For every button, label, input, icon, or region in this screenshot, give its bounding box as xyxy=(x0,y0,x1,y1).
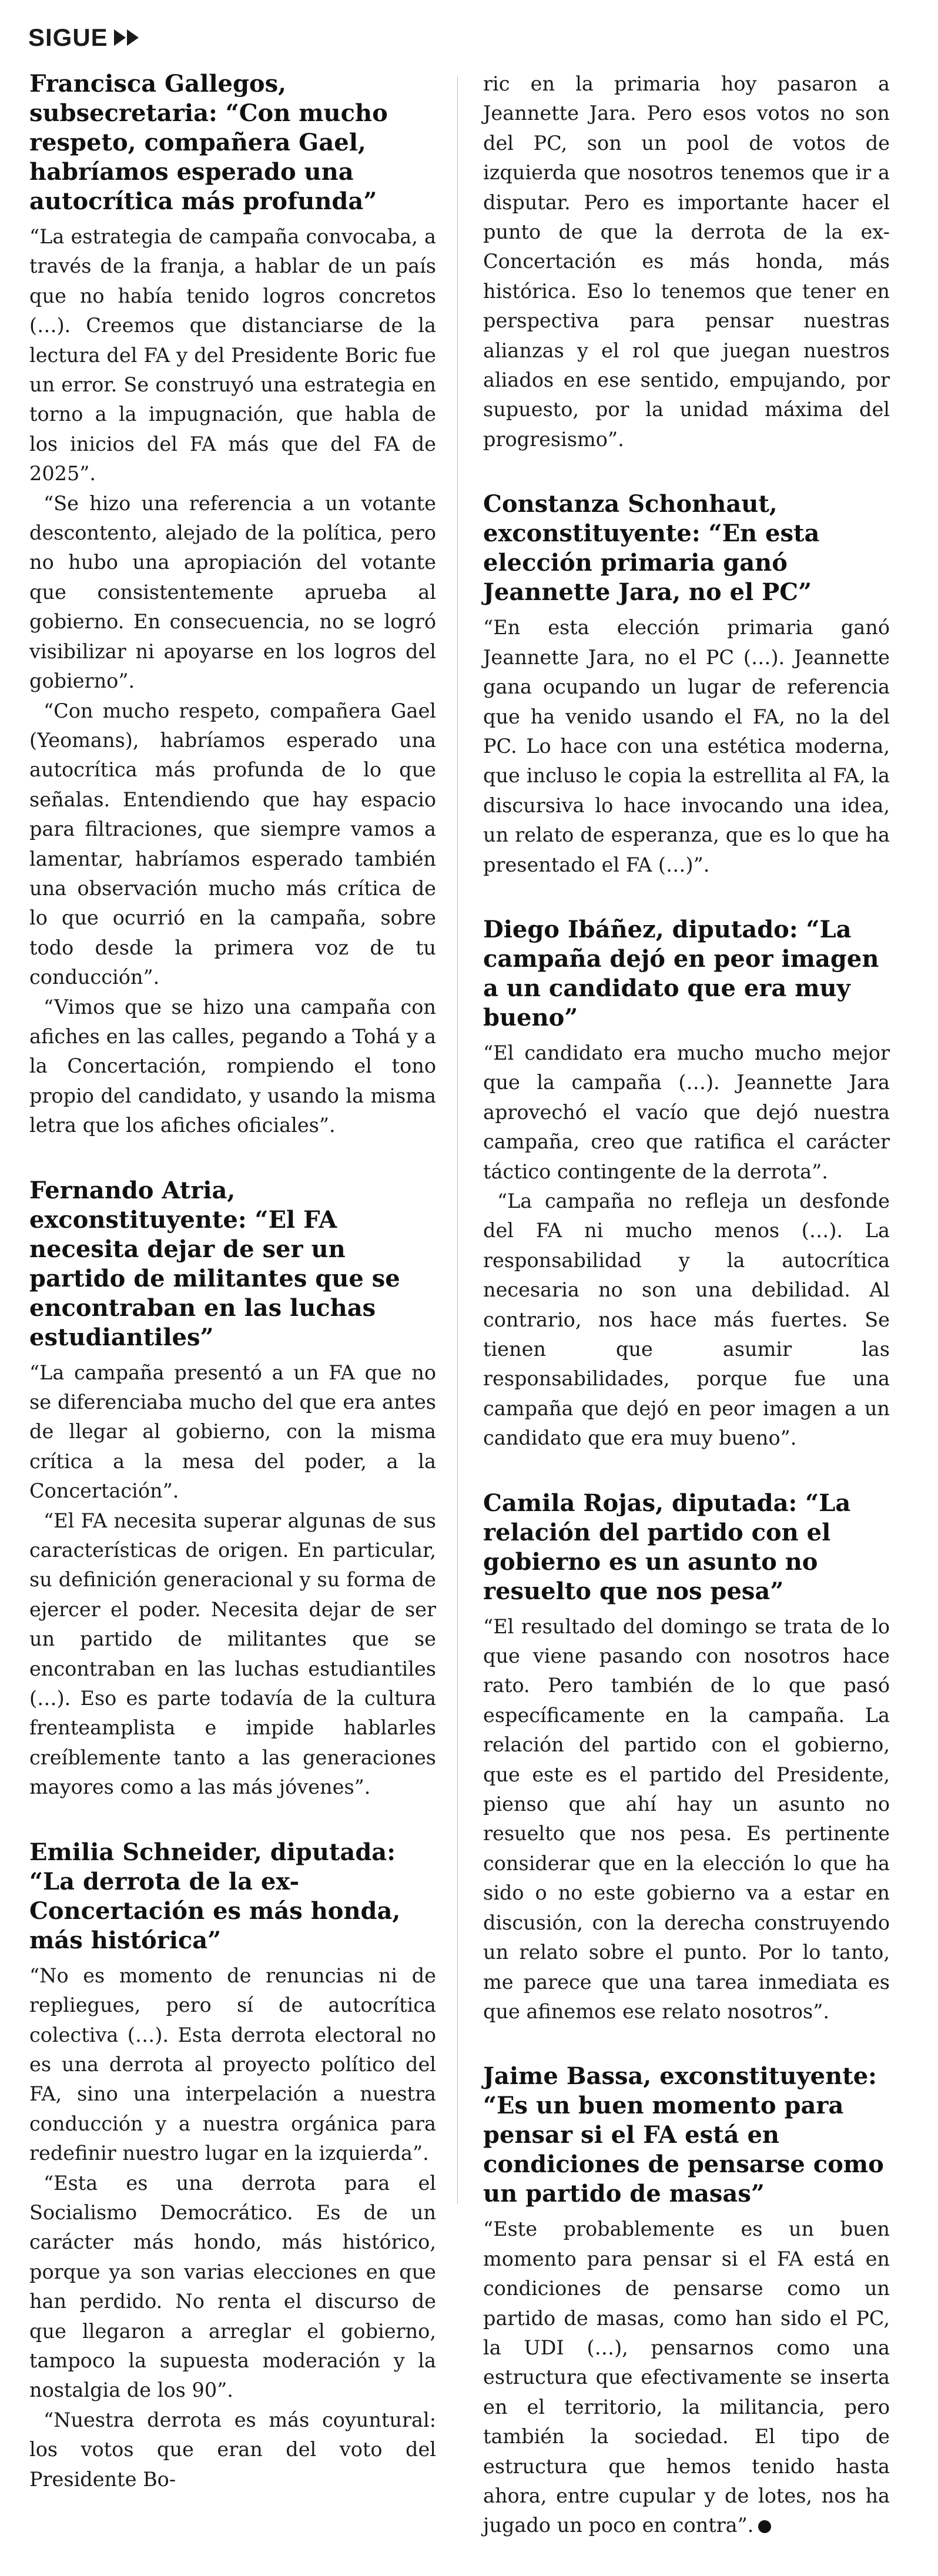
quote-section-rojas xyxy=(483,1489,890,2027)
quote-section-gallegos xyxy=(29,69,436,1141)
quote-paragraph: “La campaña no refleja un desfonde del FA ni mucho menos (…). La responsabilidad y la autocrítica necesaria no son una debilidad. Al contrario, nos hace más fuertes. Se tienen que asumir las responsabilidades, porque fue una campaña que dejó en peor imagen a un candidato que era muy bueno”. xyxy=(483,1189,890,1450)
quote-paragraph: “El resultado del domingo se trata de lo que viene pasando con nosotros hace rato. Pero también de lo que pasó específicamente en la campaña. La relación del partido con el gobierno, que este es el partido del Presidente, pienso que ahí hay un asunto no resuelto que nos pesa. Es pertinente considerar que en la elección lo que ha sido o no este gobierno va a estar en discusión, con la derecha construyendo un relato sobre el punto. Por lo tanto, me parece que una tarea inmediata es que afinemos ese relato nosotros”. xyxy=(483,1614,890,2023)
section-heading: Emilia Schneider, diputada: “La derrota de la ex-Concertación es más honda, más histórica” xyxy=(29,1838,401,1954)
quote-section-bassa xyxy=(483,2062,890,2540)
quote-paragraph: “Con mucho respeto, compañera Gael (Yeomans), habríamos esperado una autocrítica más profunda de lo que señalas. Entendiendo que hay espacio para filtraciones, que siempre vamos a lamentar, habríamos esperado también una observación mucho más crítica de lo que ocurrió en la campaña, sobre todo desde la primera voz de tu conducción”. xyxy=(29,699,436,989)
quote-paragraph: “Se hizo una referencia a un votante descontento, alejado de la política, pero no hubo una apropiación del votante que consistentemente aprueba al gobierno. En consecuencia, no se logró visibilizar ni apoyarse en los logros del gobierno”. xyxy=(29,491,436,693)
section-heading: Francisca Gallegos, subsecretaria: “Con mucho respeto, compañera Gael, habríamos esperado una autocrítica más profunda” xyxy=(29,70,388,215)
end-of-article-icon xyxy=(758,2520,771,2533)
quote-section-schneider-continued xyxy=(483,69,890,454)
quote-paragraph: ric en la primaria hoy pasaron a Jeannette Jara. Pero esos votos no son del PC, son un pool de votos de izquierda que nosotros tenemos que ir a disputar. Pero es importante hacer el punto de que la derrota de la ex-Concertación es más honda, más histórica. Eso lo tenemos que tener en perspectiva para pensar nuestras alianzas y el rol que juegan nuestros aliados en ese sentido, empujando, por supuesto, por la unidad máxima del progresismo”. xyxy=(483,72,890,451)
quote-section-schneider xyxy=(29,1838,436,2494)
left-column xyxy=(29,69,436,2530)
column-divider xyxy=(457,76,458,2204)
quote-paragraph: “No es momento de renuncias ni de repliegues, pero sí de autocrítica colectiva (…). Esta derrota electoral no es una derrota al proyecto político del FA, sino una interpelación a nuestra conducción y a nuestra orgánica para redefinir nuestro lugar en la izquierda”. xyxy=(29,1964,436,2165)
quote-paragraph: “Esta es una derrota para el Socialismo Democrático. Es de un carácter más hondo, más histórico, porque ya son varias elecciones en que han perdido. No renta el discurso de que llegaron a arreglar el gobierno, tampoco la supuesta moderación y la nostalgia de los 90”. xyxy=(29,2171,436,2402)
quote-paragraph: “El candidato era mucho mucho mejor que la campaña (…). Jeannette Jara aprovechó el vacío que dejó nuestra campaña, creo que ratifica el carácter táctico contingente de la derrota”. xyxy=(483,1041,890,1183)
quote-paragraph xyxy=(483,2215,890,2540)
section-heading: Diego Ibáñez, diputado: “La campaña dejó en peor imagen a un candidato que era muy bueno” xyxy=(483,915,879,1031)
quote-paragraph: “En esta elección primaria ganó Jeannette Jara, no el PC (…). Jeannette gana ocupando un lugar de referencia que ha venido usando el FA, no la del PC. Lo hace con una estética moderna, que incluso le copia la estrellita al FA, la discursiva lo hace invocando una idea, un relato de esperanza, que es lo que ha presentado el FA (…)”. xyxy=(483,616,890,876)
quote-paragraph: “Vimos que se hizo una campaña con afiches en las calles, pegando a Tohá y a la Concertación, rompiendo el tono propio del candidato, y usando la misma letra que los afiches oficiales”. xyxy=(29,995,436,1137)
double-arrow-icon xyxy=(114,29,140,46)
continued-header xyxy=(28,24,140,52)
right-column xyxy=(483,69,890,2576)
quote-text: “Este probablemente es un buen momento para pensar si el FA está en condiciones de pensarse como un partido de masas, como han sido el PC, la UDI (…), pensarnos como una estructura que efectivamente se inserta en el territorio, la militancia, pero también la sociedad. El tipo de estructura que hemos tenido hasta ahora, entre cupular y de lotes, nos ha jugado un poco en contra”. xyxy=(483,2217,890,2537)
section-heading: Fernando Atria, exconstituyente: “El FA necesita dejar de ser un partido de militantes que se encontraban en las luchas estudiantiles” xyxy=(29,1176,400,1351)
continued-label: SIGUE xyxy=(28,24,108,51)
quote-section-atria xyxy=(29,1176,436,1803)
quote-section-ibanez xyxy=(483,915,890,1453)
quote-paragraph: “La campaña presentó a un FA que no se diferenciaba mucho del que era antes de llegar al gobierno, con la misma crítica a la mesa del poder, a la Concertación”. xyxy=(29,1361,436,1503)
quote-section-schonhaut xyxy=(483,490,890,880)
section-heading: Camila Rojas, diputada: “La relación del partido con el gobierno es un asunto no resuelto que nos pesa” xyxy=(483,1489,851,1605)
quote-paragraph: “El FA necesita superar algunas de sus características de origen. En particular, su definición generacional y su forma de ejercer el poder. Necesita dejar de ser un partido de militantes que se encontraban en las luchas estudiantiles (…). Eso es parte todavía de la cultura frenteamplista e impide hablarles creíblemente tanto a las generaciones mayores como a las más jóvenes”. xyxy=(29,1509,436,1799)
quote-paragraph: “La estrategia de campaña convocaba, a través de la franja, a hablar de un país que no había tenido logros concretos (…). Creemos que distanciarse de la lectura del FA y del Presidente Boric fue un error. Se construyó una estrategia en torno a la impugnación, que habla de los inicios del FA más que del FA de 2025”. xyxy=(29,225,436,485)
section-heading: Jaime Bassa, exconstituyente: “Es un buen momento para pensar si el FA está en condiciones de pensarse como un partido de masas” xyxy=(483,2062,884,2208)
section-heading: Constanza Schonhaut, exconstituyente: “En esta elección primaria ganó Jeannette Jara, no el PC” xyxy=(483,490,820,607)
quote-paragraph: “Nuestra derrota es más coyuntural: los votos que eran del voto del Presidente Bo- xyxy=(29,2408,436,2491)
